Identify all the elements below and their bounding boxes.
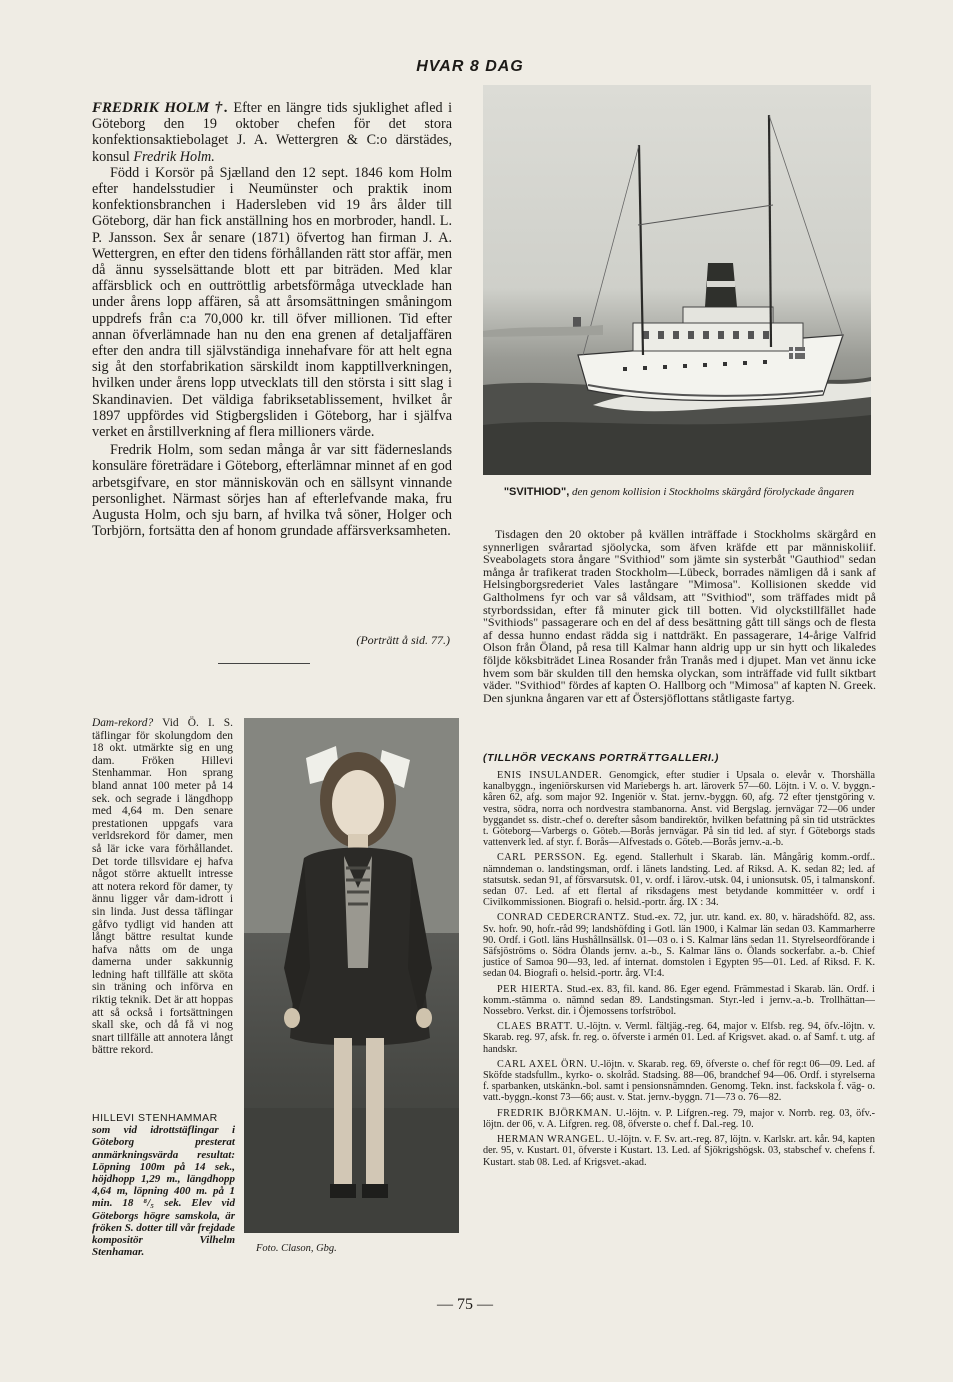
- portrait-gallery-title: (TILLHÖR VECKANS PORTRÄTTGALLERI.): [483, 752, 720, 764]
- hillevi-caption-text: som vid idrottstäflingar i Göteborg presterat anmärkningsvärda resultat: Löpning 100m på 14 sek., höjdhopp 1,29 m., längdhopp 4,64 m, löpning 400 m. på 1 min. 18 ⁸/₅ sek. Elev vid Göteborgs högre samskola, är fröken S. dotter till vår frejdade kompositör Vilhelm Stenhamar.: [92, 1124, 235, 1259]
- ship-illustration: [483, 85, 871, 475]
- ship-caption-label: "SVITHIOD",: [503, 486, 570, 498]
- obituary-paragraph-3: Fredrik Holm, som sedan många år var sitt fäderneslands konsuläre företrädare i Göteborg, efterlämnar minnet af en god arbetsgifvare, en stor människovän och en sällsynt vinnande personlighet. Närmast sörjes han af efterlefvande maka, fru Augusta Holm, och sju barn, af hvilka två söner, Holger och Torbjörn, fortsätta den af honom grundade affärsverksamheten.: [92, 442, 452, 540]
- column-divider: [218, 663, 310, 664]
- portrait-entry: ENIS INSULANDER. Genomgick, efter studier i Upsala o. elevår v. Thorshälla kanalbyggn., ingeniörskursen vid Mariebergs h. art. läroverk 57—60. Löjtn. i V. o. V. byggn.-kåren 62, afg. som major 92. Ingeniör v. Stat. jernv.-byggn. 60, afg. 72 efter tjenstgöring v. vestra, södra, norra och nordvestra stambanorna. Anst. vid Bergslag. jernvägar 72—06 under byggandet ss. distr.-chef o. derefter såsom bandirektör, hvilken befattning på sin tid utsträcktes t. Göteborg—Varbergs o. Göteb.—Borås jernvägar. På sin tid led. af styr. f Göteborgs stads vattenverk led. af styr. f. Borås—Alfvestads o. Göteb.—Borås jernv.-a.-b.: [483, 770, 876, 849]
- ship-article: [483, 528, 876, 704]
- portrait-entry: CONRAD CEDERCRANTZ. Stud.-ex. 72, jur. utr. kand. ex. 80, v. häradshöfd. 82, ass. Sv. hofr. 90, hofr.-råd 99; landshöfding i Gotl. län 1900, i Kalmar län sedan 03. Kammarherre 90. Ordf. i Gotl. läns Hushållnsällsk. 01—03 o. i S. Kalmar läns sedan 11. Styrelseordförande i Säfsjöströms o. Södra Ölands jernv. a.-b., S. Kalmar läns o. Ölands sockerfabr. a.-b. Chief justice of Samoa 90—93, led. af internat. domstolen i Egypten 95—01. Led. af Riksd. F. K. sedan 04. Biografi o. helsid.-portr. årg. VI:4.: [483, 912, 876, 980]
- ship-photo: [483, 85, 871, 475]
- ship-caption: [483, 486, 875, 499]
- cross-symbol: †.: [214, 100, 228, 116]
- photo-credit: Foto. Clason, Gbg.: [256, 1243, 337, 1254]
- ship-article-text: Tisdagen den 20 oktober på kvällen inträffade i Stockholms skärgård en synnerligen svårartad sjöolycka, som äfven kräfde ett par människoliif. Sveabolagets stora ångare "Svithiod" som jämte sin systerbåt "Gauthiod" sedan många år trafikerat traden Stockholm—Lübeck, borrades nämligen då i sank af Helsingborgsrederiet Vales lastångare "Mimosa". Kollisionen skedde vid Galtholmens fyr och var så våldsam, att "Svithiod", som träffades midt på styrbordssidan, efter få minuter gick till botten. Vid olyckstillfället hade "Svithiods" passagerare och en del af dess besättning gått till sängs och de flesta af dessa hunno endast rädda sig i nattdräkt. En passagerare, 14-årige Valfrid Olson från Öland, på resa till Kalmar hann aldrig upp ur sin hytt och likaledes följde köksbiträdet Linea Rosander från Tranås med i djupet. Man vet ännu icke hvem som bär skulden till den hemska olyckan, som inträffade vid fullt siktbart väder. "Svithiod" fördes af kapten O. Hallborg och "Mimosa" af kapten N. Greek. Den sjunkna ångaren var ett af Östersjöflottans ståtligaste fartyg.: [483, 527, 876, 705]
- portrait-entry: PER HIERTA. Stud.-ex. 83, fil. kand. 86. Eger egend. Främmestad i Skarab. län. Ordf. i komm.-stämma o. nämnd sedan 89. Landstingsman. Styr.-led i jernv.-a.-b. Trollhättan—Nossebro. Verkst. dir. i Öjemossens torfströbol.: [483, 983, 875, 1018]
- portrait-reference: (Porträtt å sid. 77.): [356, 633, 450, 647]
- portrait-entry: CLAES BRATT. U.-löjtn. v. Verml. fältjäg.-reg. 64, major v. Elfsb. reg. 94, öfv.-löjtn. v. Skarab. reg. 97, afsk. fr. reg. o. öfverste i armén 01. Led. af Krigsvet. akad. o. af Samf. t. utg. af handskr.: [483, 1021, 875, 1055]
- dam-record-article: [92, 717, 233, 1057]
- obituary-paragraph-1: [92, 100, 452, 165]
- ship-caption-text: den genom kollision i Stockholms skärgård förolyckade ångaren: [572, 486, 855, 498]
- portrait-entry: CARL PERSSON. Eg. egend. Stallerhult i Skarab. län. Mångårig komm.-ordf.. nämndeman o. landstingsman, ordf. i länets landsting. Led. af Riksd. A. K. sedan 82; led. af statsutsk. sedan 91, af försvarsutsk. 01, v. ordf. i lärov.-utsk. 04, i unionsutsk. 05, i talmanskonf. sedan 07. Led. af ett flertal af riksdagens mest betydande kommittéer v. ordf i Civilkommissionen. Biografi o. helsid.-portr. årg. IX : 34.: [483, 852, 875, 909]
- obituary-name: FREDRIK HOLM: [92, 100, 210, 116]
- hillevi-photo: [244, 718, 459, 1233]
- page-number: — 75 —: [437, 1296, 493, 1313]
- hillevi-title: HILLEVI STENHAMMAR: [92, 1112, 218, 1124]
- obituary-article: [92, 100, 452, 539]
- obituary-intro: Efter en längre tids sjuklighet afled i Göteborg den 19 oktober chefen för det stora konfektionsaktiebolaget J. A. Wettergren & C:o därstädes, konsul: [92, 100, 453, 165]
- girl-portrait: [244, 718, 459, 1233]
- page-header: HVAR 8 DAG: [416, 58, 524, 75]
- obituary-paragraph-2: Född i Korsör på Sjælland den 12 sept. 1846 kom Holm efter handelsstudier i Neumünster och praktik inom konfektionsbranchen i Hadersleben vid 19 års ålder till Göteborg, där han fick anställning hos en morbroder, handl. L. P. Jansson. Sex år senare (1871) öfvertog han firman J. A. Wettergren, en efter den tidens förhållanden rätt stor affär, men då ännu sysselsättande blott ett par biträden. Med klar affärsblick och en outtröttlig arbetsförmåga utvecklade han under årens lopp affären, så att årsomsättningen småningom uppdrefs från c:a 70,000 kr. till öfver millionen. Tid efter annan öfverlämnade han nu den ena grenen af detaljaffären efter den andra till självständiga innehafvare för att helt egna sig åt den storfabrikation särskildt inom kapptillverkningen, hvilken under årens lopp utvecklats till den största i sitt slag i Skandinavien. Det väldiga fabriksetablissement, hvilket år 1897 uppfördes vid Stigbergsliden i Göteborg, har i själfva verket en årstillverkning af flera millioners värde.: [92, 164, 452, 441]
- dam-record-label: Dam-rekord?: [92, 717, 154, 729]
- portrait-entry: FREDRIK BJÖRKMAN. U.-löjtn. v. P. Lifgren.-reg. 79, major v. Norrb. reg. 03, öfv.-löjtn. der 06, v. A. Lifgren. reg. 08, öfverste o. chef f. Dal.-reg. 10.: [483, 1107, 876, 1130]
- dam-record-text: Vid Ö. I. S. täflingar för skolungdom den 18 okt. utmärkte sig en ung dam. Fröken Hillevi Stenhammar. Hon sprang bland annat 100 meter på 14 sek. och segrade i längdhopp med 4,64 m. Den senare prestationen uppgafs vara verldsrekord för damer, men så lär icke vara förhållandet. Det torde tillsvidare ej hafva något större aktuellt intresse att notera rekord för damer, ty ännu ligger vår dam-idrott i sin linda. Just dessa täflingar gåfvo tydligt vid handen att långt bättre resultat kunde hafva nåtts om de unga damerna under sakkunnig ledning haft tillfälle att sköta sin träning och införva en riktig teknik. Det är att hoppas att så också i fortsättningen skall ske, och då få vi nog snart tillfälle att annotera långt bättre rekord.: [92, 717, 233, 1057]
- portrait-entry: HERMAN WRANGEL. U.-löjtn. v. F. Sv. art.-reg. 87, löjtn. v. Karlskr. art. kår. 94, kapten der. 95, v. Kustart. 01, öfverste i Kustart. 13. Led. af Sjökrigshögsk. 03, stabschef v. chefens f. Kustart. stab 08. Led. af Krigsvet.-akad.: [483, 1134, 875, 1168]
- obituary-name-italic: Fredrik Holm.: [133, 148, 215, 165]
- portrait-gallery-list: [483, 770, 875, 1172]
- portrait-entry: CARL AXEL ÖRN. U.-löjtn. v. Skarab. reg. 69, öfverste o. chef för reg:t 06—09. Led. af Sköfde stadsfullm., kyrko- o. skolråd. Stadsing. 88—06, brandchef 94—06. Ordf. i styrelserna f. sparbanken, utskänkn.-bol. samt i pensionsnämnden. Genomg. Tekn. inst. fackskola f. väg- o. vatt.-byggn.-konst 73—66; aust. v. Stat. jernv.-byggn. 71—73 o. 76—82.: [483, 1058, 875, 1104]
- hillevi-caption: [92, 1112, 235, 1258]
